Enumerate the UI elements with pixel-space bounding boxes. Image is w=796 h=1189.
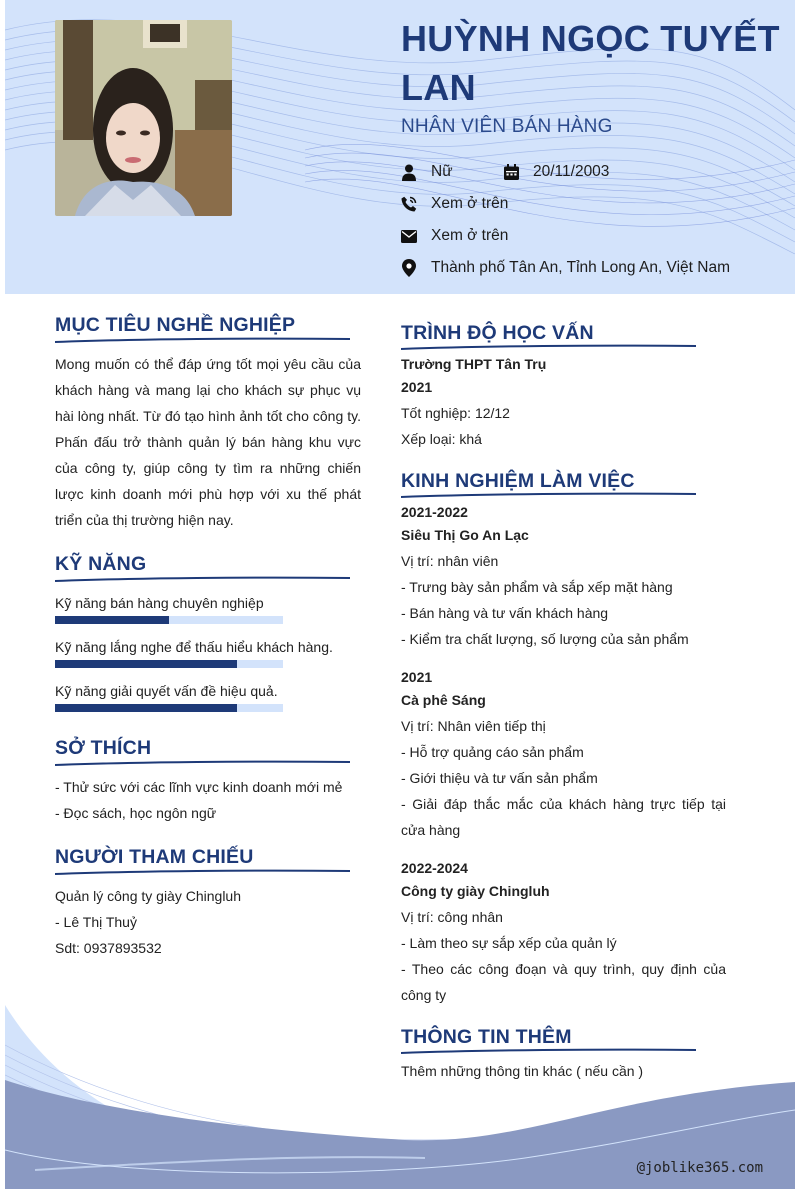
extra-title: THÔNG TIN THÊM xyxy=(401,1026,572,1048)
education-school: Trường THPT Tân Trụ xyxy=(401,356,547,372)
user-icon xyxy=(401,163,417,181)
education-detail: Tốt nghiệp: 12/12 xyxy=(401,405,510,421)
skill-bar-fill xyxy=(55,704,237,712)
experience-underline xyxy=(401,491,696,501)
job-period: 2022-2024 xyxy=(401,860,468,876)
gender-row xyxy=(401,161,453,183)
job-detail: - Trưng bày sản phẩm và sắp xếp mặt hàng xyxy=(401,579,673,595)
job-detail: - Theo các công đoạn và quy trình, quy định của công ty xyxy=(401,961,726,1003)
phone-value: Xem ở trên xyxy=(431,195,509,212)
phone-icon xyxy=(401,195,417,213)
objective-title: MỤC TIÊU NGHỀ NGHIỆP xyxy=(55,314,296,336)
job-detail: - Làm theo sự sắp xếp của quản lý xyxy=(401,935,617,951)
job-detail: - Kiểm tra chất lượng, số lượng của sản phẩm xyxy=(401,631,689,647)
job-company: Siêu Thị Go An Lạc xyxy=(401,527,529,543)
skill-bar xyxy=(55,616,283,624)
skills-underline xyxy=(55,575,350,585)
references-underline xyxy=(55,868,350,878)
cv-page xyxy=(5,0,795,1189)
references-title: NGƯỜI THAM CHIẾU xyxy=(55,846,254,868)
education-year: 2021 xyxy=(401,379,433,395)
email-row xyxy=(401,225,508,247)
email-value: Xem ở trên xyxy=(431,227,509,244)
address-row xyxy=(401,257,730,279)
job-detail: - Bán hàng và tư vấn khách hàng xyxy=(401,605,609,621)
skill-label: Kỹ năng giải quyết vấn đề hiệu quả. xyxy=(55,683,278,699)
candidate-position: NHÂN VIÊN BÁN HÀNG xyxy=(401,116,613,137)
job-company: Cà phê Sáng xyxy=(401,692,486,708)
address-value: Thành phố Tân An, Tỉnh Long An, Việt Nam xyxy=(431,259,731,276)
profile-photo xyxy=(55,20,232,216)
extra-underline xyxy=(401,1047,696,1057)
job-detail: Vị trí: Nhân viên tiếp thị xyxy=(401,718,546,734)
hobby-item: - Đọc sách, học ngôn ngữ xyxy=(55,805,217,821)
birthday-row xyxy=(503,161,609,183)
hobby-item: - Thử sức với các lĩnh vực kinh doanh mới mẻ xyxy=(55,779,343,795)
job-detail: Vị trí: nhân viên xyxy=(401,553,499,569)
birthday-value: 20/11/2003 xyxy=(533,163,610,180)
job-detail: Vị trí: công nhân xyxy=(401,909,503,925)
skill-bar xyxy=(55,704,283,712)
education-detail: Xếp loại: khá xyxy=(401,431,482,447)
calendar-icon xyxy=(503,163,519,181)
skill-bar xyxy=(55,660,283,668)
watermark-text: @joblike365.com xyxy=(636,1160,763,1176)
objective-underline xyxy=(55,336,350,346)
job-period: 2021 xyxy=(401,669,433,685)
skill-label: Kỹ năng lắng nghe để thấu hiểu khách hàng. xyxy=(55,639,333,655)
candidate-name: HUỲNH NGỌC TUYẾT LAN xyxy=(401,18,780,108)
cv-header xyxy=(5,0,795,294)
education-underline xyxy=(401,343,696,353)
job-period: 2021-2022 xyxy=(401,504,468,520)
education-title: TRÌNH ĐỘ HỌC VẤN xyxy=(401,322,594,344)
extra-text: Thêm những thông tin khác ( nếu cần ) xyxy=(401,1063,644,1079)
job-detail: - Giới thiệu và tư vấn sản phẩm xyxy=(401,770,598,786)
hobbies-title: SỞ THÍCH xyxy=(55,737,152,759)
envelope-icon xyxy=(401,227,417,245)
job-detail: - Giải đáp thắc mắc của khách hàng trực tiếp tại cửa hàng xyxy=(401,796,726,838)
objective-text: Mong muốn có thể đáp ứng tốt mọi yêu cầu của khách hàng và mang lại cho khách sự phục vụ hài lòng nhất. Từ đó tạo hình ảnh tốt cho công ty. Phấn đấu trở thành quản lý bán hàng khu vực của công ty, giúp công ty tìm ra những chiến lược kinh doanh mới phù hợp với xu thế phát triển của thị trường hiện nay. xyxy=(55,356,361,528)
reference-line: - Lê Thị Thuỷ xyxy=(55,914,137,930)
skill-bar-fill xyxy=(55,616,169,624)
map-pin-icon xyxy=(401,259,417,277)
hobbies-underline xyxy=(55,759,350,769)
reference-line: Sdt: 0937893532 xyxy=(55,940,162,956)
gender-value: Nữ xyxy=(431,163,453,180)
phone-row xyxy=(401,193,508,215)
job-detail: - Hỗ trợ quảng cáo sản phẩm xyxy=(401,744,584,760)
experience-title: KINH NGHIỆM LÀM VIỆC xyxy=(401,470,635,492)
skill-bar-fill xyxy=(55,660,237,668)
skills-title: KỸ NĂNG xyxy=(55,553,147,575)
skill-label: Kỹ năng bán hàng chuyên nghiệp xyxy=(55,595,264,611)
job-company: Công ty giày Chingluh xyxy=(401,883,550,899)
reference-line: Quản lý công ty giày Chingluh xyxy=(55,888,241,904)
